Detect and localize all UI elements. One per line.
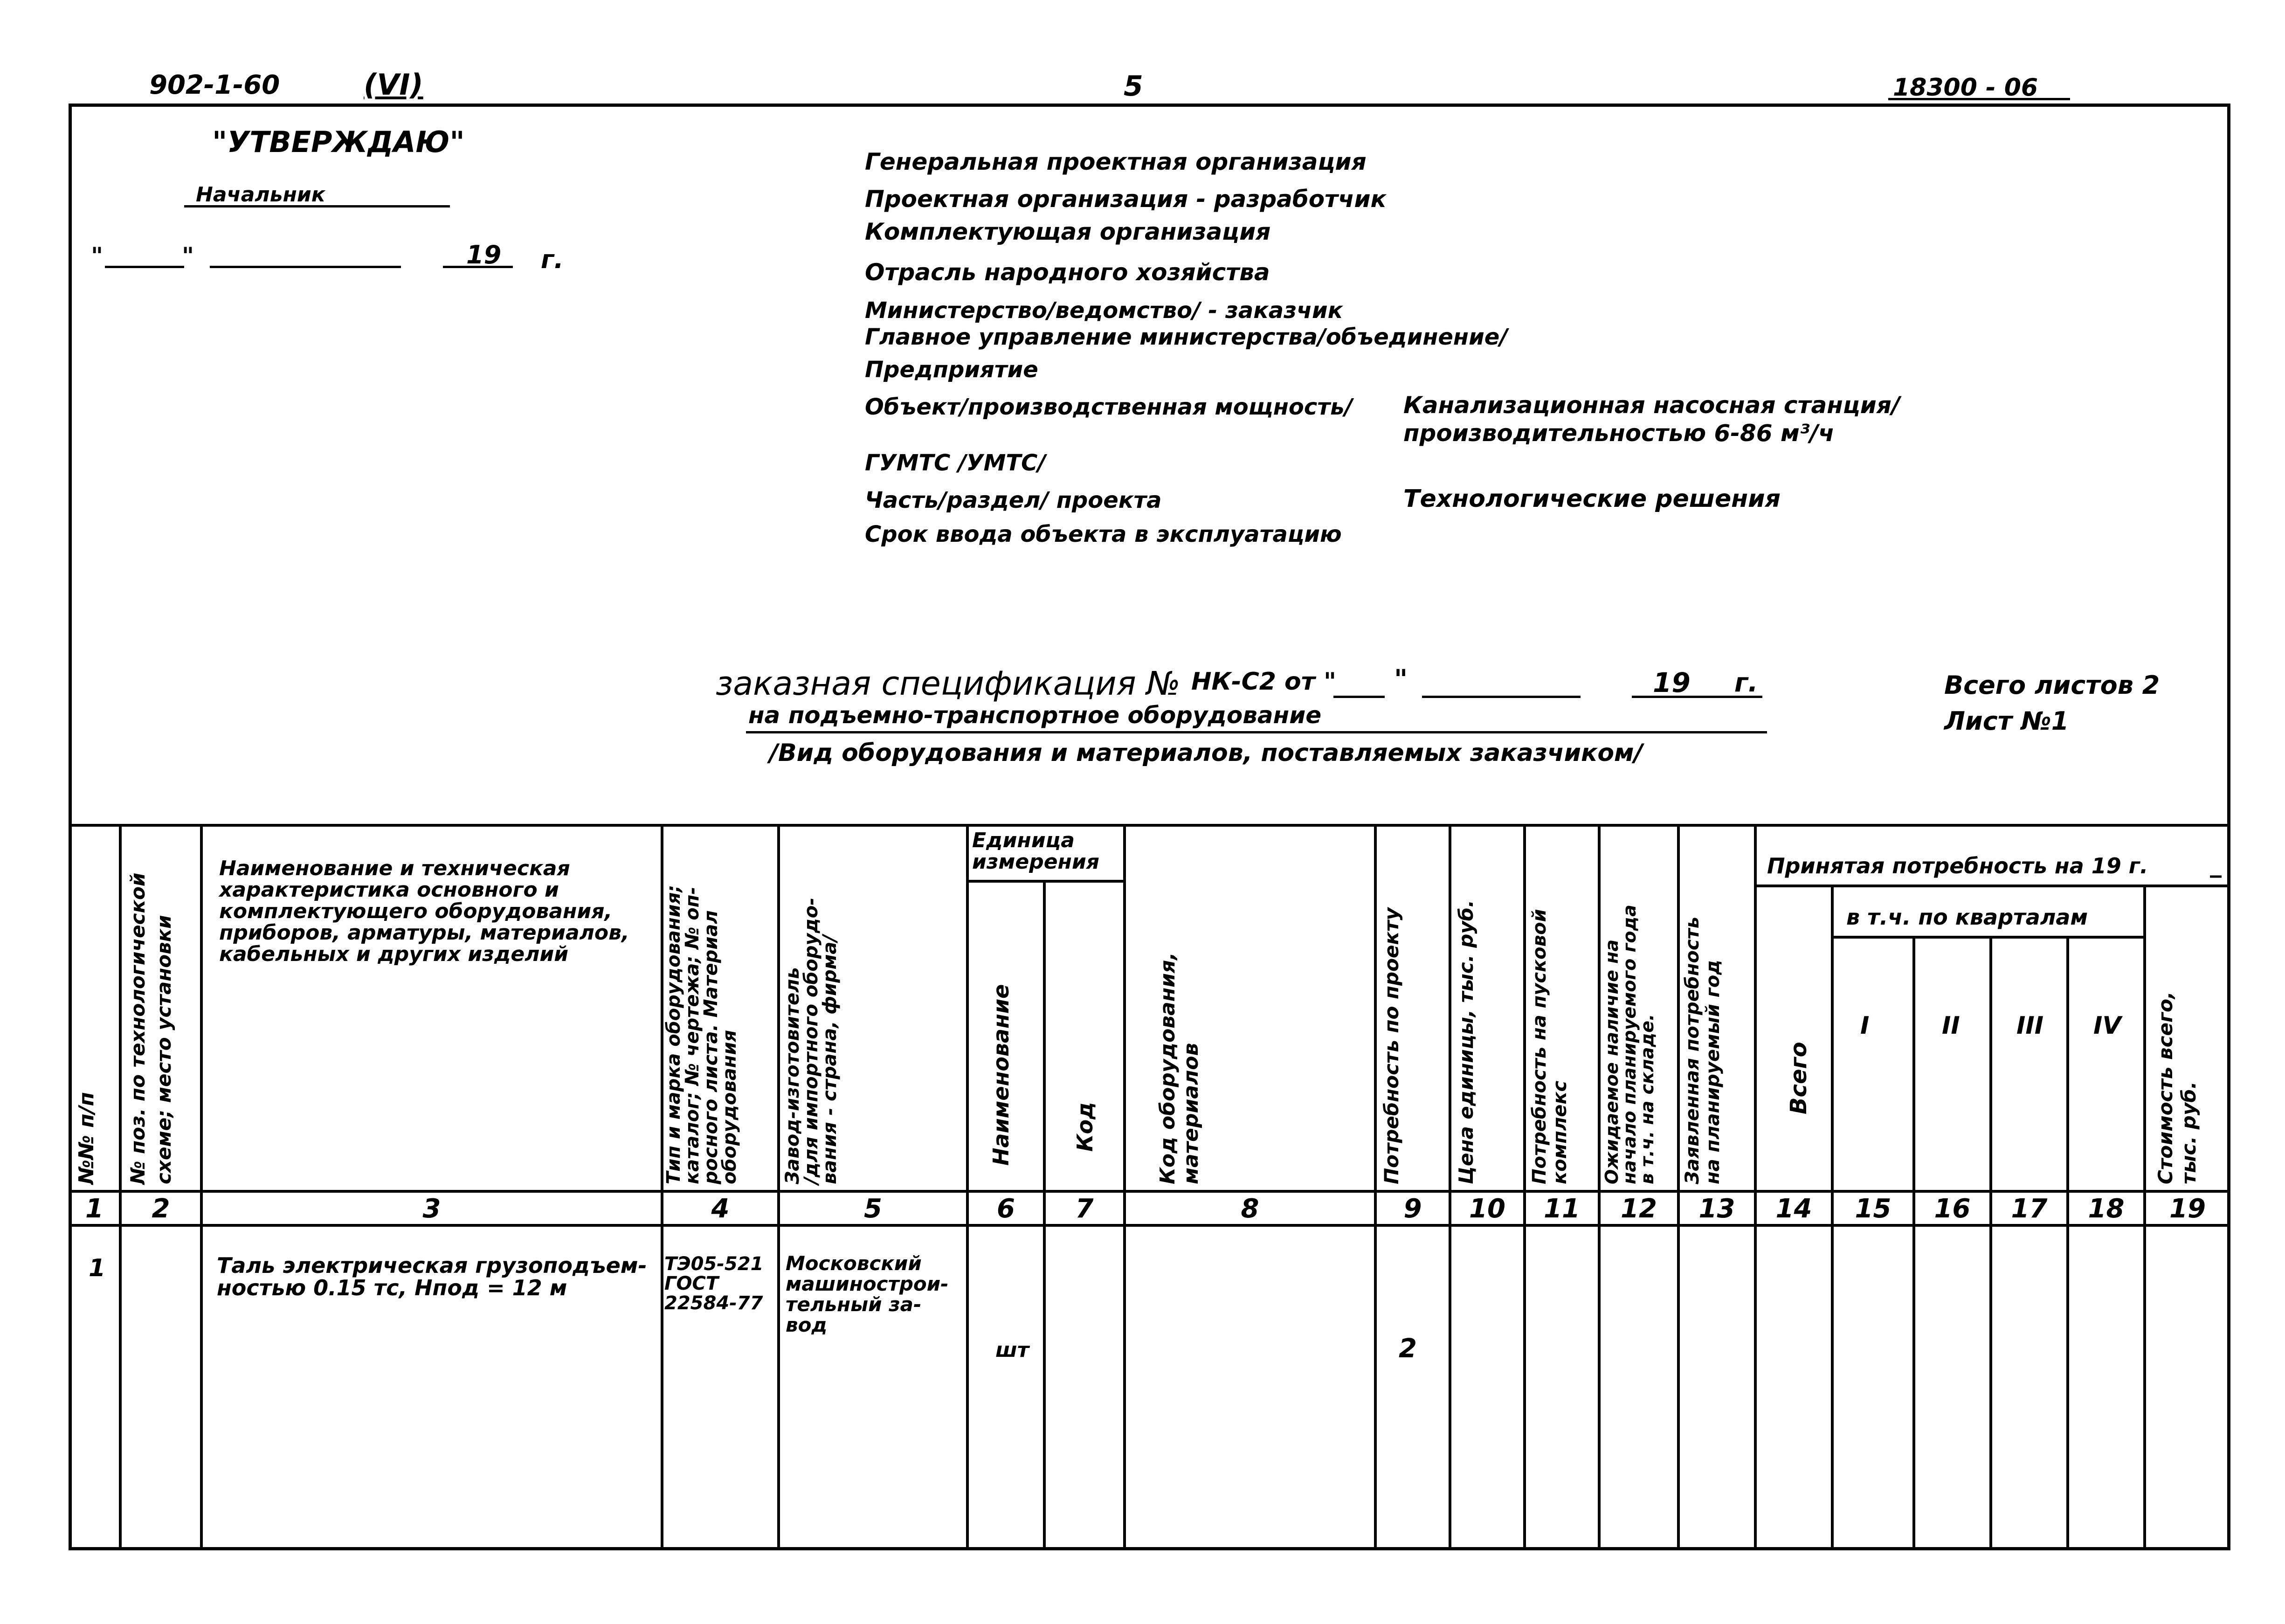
org-field-object: Объект/производственная мощность/ bbox=[865, 394, 1353, 420]
col-number: 6 bbox=[997, 1194, 1015, 1224]
row-qty: 2 bbox=[1399, 1334, 1417, 1364]
spec-number: НК-С2 bbox=[1191, 668, 1276, 696]
col-header-expected: Ожидаемое наличие на начало планируемого года в т.ч. на складе. bbox=[1602, 905, 1657, 1184]
approval-title: "УТВЕРЖДАЮ" bbox=[212, 125, 465, 159]
org-field-ministry: Министерство/ведомство/ - заказчик bbox=[865, 297, 1343, 324]
org-field-general: Генеральная проектная организация bbox=[865, 148, 1367, 175]
col-header-unit-group: Единица измерения bbox=[972, 829, 1100, 874]
col-number: 13 bbox=[1698, 1194, 1735, 1224]
row-name: Таль электрическая грузоподъем- ностью 0.15 тс, Hпод = 12 м bbox=[217, 1253, 647, 1300]
spec-year-prefix: 19 bbox=[1653, 667, 1691, 698]
col-header-q1: I bbox=[1860, 1012, 1870, 1040]
col-header-total: Всего bbox=[1786, 1042, 1812, 1114]
col-number: 15 bbox=[1855, 1194, 1892, 1224]
col-number: 1 bbox=[85, 1194, 104, 1224]
org-field-department: Главное управление министерства/объединение/ bbox=[865, 324, 1508, 350]
project-code: 902-1-60 bbox=[149, 70, 280, 100]
spec-subtitle: на подъемно-транспортное оборудование bbox=[748, 702, 1322, 729]
part-value: Технологические решения bbox=[1403, 485, 1781, 513]
col-header-q4: IV bbox=[2093, 1012, 2121, 1040]
col-header-price: Цена единицы, тыс. руб. bbox=[1455, 900, 1477, 1184]
spec-from-label: от " bbox=[1284, 668, 1337, 696]
col-header-accepted-group: Принятая потребность на 19 г. bbox=[1767, 853, 2148, 878]
col-header-unit-name: Наименование bbox=[988, 984, 1014, 1166]
col-header-qty: Потребность по проекту bbox=[1380, 907, 1403, 1184]
col-number: 7 bbox=[1075, 1194, 1094, 1224]
org-field-enterprise: Предприятие bbox=[865, 357, 1038, 383]
row-type: ТЭ05-521 ГОСТ 22584-77 bbox=[664, 1253, 764, 1314]
col-number: 18 bbox=[2088, 1194, 2125, 1224]
org-field-developer: Проектная организация - разработчик bbox=[865, 186, 1387, 213]
col-number: 11 bbox=[1544, 1194, 1580, 1224]
col-header-cost: Стоимость всего, тыс. руб. bbox=[2154, 991, 2200, 1184]
approval-year-prefix: 19 bbox=[466, 240, 502, 270]
col-header-launch: Потребность на пусковой комплекс bbox=[1529, 909, 1571, 1184]
spec-date-close: " bbox=[1394, 664, 1408, 695]
col-header-declared: Заявленная потребность на планируемый год bbox=[1682, 916, 1724, 1184]
col-header-q3: III bbox=[2016, 1012, 2044, 1040]
col-header-maker: Завод-изготовитель /для импортного оборудо- вания - страна, фирма/ bbox=[782, 898, 841, 1184]
col-number: 9 bbox=[1403, 1194, 1422, 1224]
approval-date-open: " bbox=[91, 242, 104, 270]
org-field-deadline: Срок ввода объекта в эксплуатацию bbox=[865, 521, 1342, 547]
row-no: 1 bbox=[89, 1254, 106, 1282]
approval-role: Начальник bbox=[196, 183, 325, 207]
col-number: 16 bbox=[1934, 1194, 1971, 1224]
col-header-type: Тип и марка оборудования; каталог; № чертежа; № оп- росного листа. Материал оборудования bbox=[663, 885, 740, 1184]
spec-year-suffix: г. bbox=[1734, 668, 1758, 698]
row-unit: шт bbox=[995, 1338, 1029, 1362]
object-value-line1: Канализационная насосная станция/ bbox=[1403, 392, 1900, 419]
col-header-item-code: Код оборудования, материалов bbox=[1156, 952, 1203, 1184]
col-header-position: № поз. по технологической схеме; место установки bbox=[126, 872, 175, 1184]
object-value-line2: производительностью 6-86 м³/ч bbox=[1403, 420, 1835, 447]
spec-title: заказная спецификация № bbox=[716, 664, 1180, 703]
col-number: 17 bbox=[2011, 1194, 2048, 1224]
col-number: 4 bbox=[711, 1194, 730, 1224]
col-number: 5 bbox=[864, 1194, 882, 1224]
row-maker: Московский машинострои- тельный за- вод bbox=[786, 1252, 949, 1336]
col-number: 3 bbox=[422, 1194, 441, 1224]
album-number: (VI) bbox=[364, 68, 423, 102]
sheet-label: Лист №1 bbox=[1944, 706, 2069, 736]
org-field-supplier: Комплектующая организация bbox=[865, 218, 1271, 245]
col-number: 14 bbox=[1775, 1194, 1812, 1224]
col-header-quarter-group: в т.ч. по кварталам bbox=[1846, 905, 2088, 930]
col-number: 2 bbox=[152, 1194, 170, 1224]
org-field-part: Часть/раздел/ проекта bbox=[865, 487, 1162, 513]
org-field-gumts: ГУМТС /УМТС/ bbox=[865, 450, 1046, 476]
approval-date-close: " bbox=[182, 242, 194, 270]
col-header-name: Наименование и техническая характеристика основного и комплектующего оборудования, приборов, арматуры, материалов, кабельных и других изделий bbox=[219, 857, 629, 966]
org-field-industry: Отрасль народного хозяйства bbox=[865, 259, 1270, 286]
col-header-unit-code: Код bbox=[1072, 1102, 1098, 1152]
col-header-q2: II bbox=[1942, 1012, 1960, 1040]
page-number: 5 bbox=[1124, 70, 1143, 103]
col-number: 19 bbox=[2169, 1194, 2206, 1224]
col-number: 12 bbox=[1621, 1194, 1657, 1224]
col-number: 8 bbox=[1241, 1194, 1259, 1224]
approval-year-suffix: г. bbox=[541, 245, 564, 274]
sheet-code: 18300 - 06 bbox=[1893, 74, 2038, 102]
col-header-no: №№ п/п bbox=[75, 1092, 98, 1184]
col-number: 10 bbox=[1469, 1194, 1505, 1224]
total-sheets: Всего листов 2 bbox=[1944, 670, 2160, 700]
spec-note: /Вид оборудования и материалов, поставляемых заказчиком/ bbox=[769, 739, 1643, 767]
